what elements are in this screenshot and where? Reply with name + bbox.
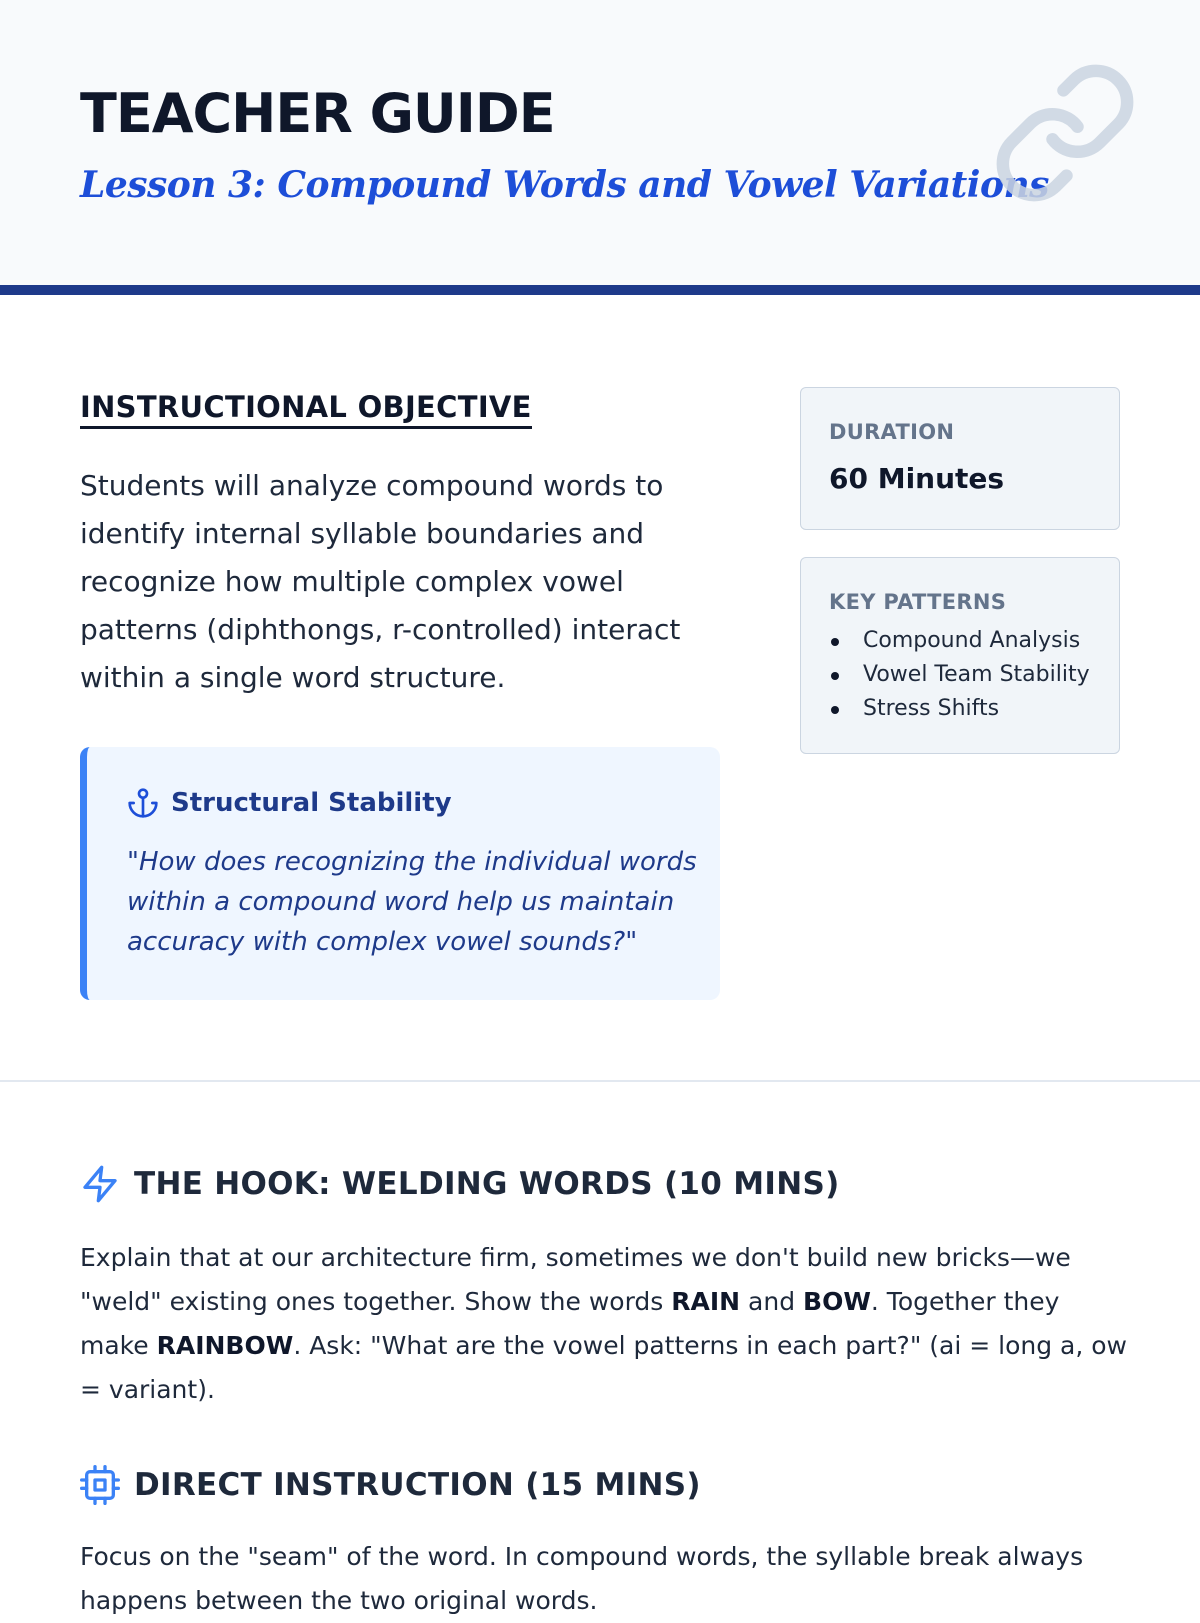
anchor-icon	[127, 787, 159, 819]
key-patterns-list	[829, 624, 1090, 726]
callout-title: Structural Stability	[171, 788, 452, 818]
hook-word-bow: BOW	[803, 1287, 871, 1316]
objective-text: Students will analyze compound words to identify internal syllable boundaries and recognize how multiple complex vowel patterns (diphthongs, r-controlled) interact within a single word structure.	[80, 469, 681, 694]
duration-card	[800, 387, 1120, 530]
hook-text-part: . Together they make	[80, 1287, 1060, 1360]
hook-section-heading	[80, 1164, 840, 1204]
direct-section-heading	[80, 1465, 701, 1505]
duration-label: DURATION	[829, 420, 955, 444]
page-header	[0, 0, 1200, 295]
lesson-subtitle: Lesson 3: Compound Words and Vowel Variations	[80, 164, 1049, 206]
hook-word-rainbow: RAINBOW	[156, 1331, 294, 1360]
hook-title: THE HOOK: WELDING WORDS (10 MINS)	[134, 1166, 840, 1202]
page-title: TEACHER GUIDE	[80, 82, 555, 145]
essential-question-callout	[80, 747, 720, 1000]
duration-value: 60 Minutes	[829, 462, 1005, 495]
list-item: Compound Analysis	[829, 624, 1090, 658]
hook-word-rain: RAIN	[671, 1287, 741, 1316]
direct-text: Focus on the "seam" of the word. In compound words, the syllable break always happens between the two original words.	[80, 1542, 1084, 1615]
lightning-icon	[80, 1164, 120, 1204]
hook-text-part: . Ask: "What are the vowel patterns in each part?" (ai = long a, ow = variant).	[80, 1331, 1127, 1404]
callout-header	[127, 787, 452, 819]
hook-text-part: and	[740, 1287, 804, 1316]
list-item: Stress Shifts	[829, 692, 1090, 726]
link-icon	[990, 58, 1140, 208]
objective-heading: INSTRUCTIONAL OBJECTIVE	[80, 390, 532, 429]
direct-title: DIRECT INSTRUCTION (15 MINS)	[134, 1467, 701, 1503]
key-patterns-card	[800, 557, 1120, 754]
key-patterns-label: KEY PATTERNS	[829, 590, 1007, 614]
list-item: Vowel Team Stability	[829, 658, 1090, 692]
hook-text	[80, 1236, 1130, 1412]
hook-text-part: Explain that at our architecture firm, sometimes we don't build new bricks—we "weld" existing ones together. Show the words	[80, 1243, 1071, 1316]
section-divider	[0, 1080, 1200, 1082]
cpu-icon	[80, 1465, 120, 1505]
callout-quote: "How does recognizing the individual words within a compound word help us maintain accuracy with complex vowel sounds?"	[127, 847, 697, 957]
